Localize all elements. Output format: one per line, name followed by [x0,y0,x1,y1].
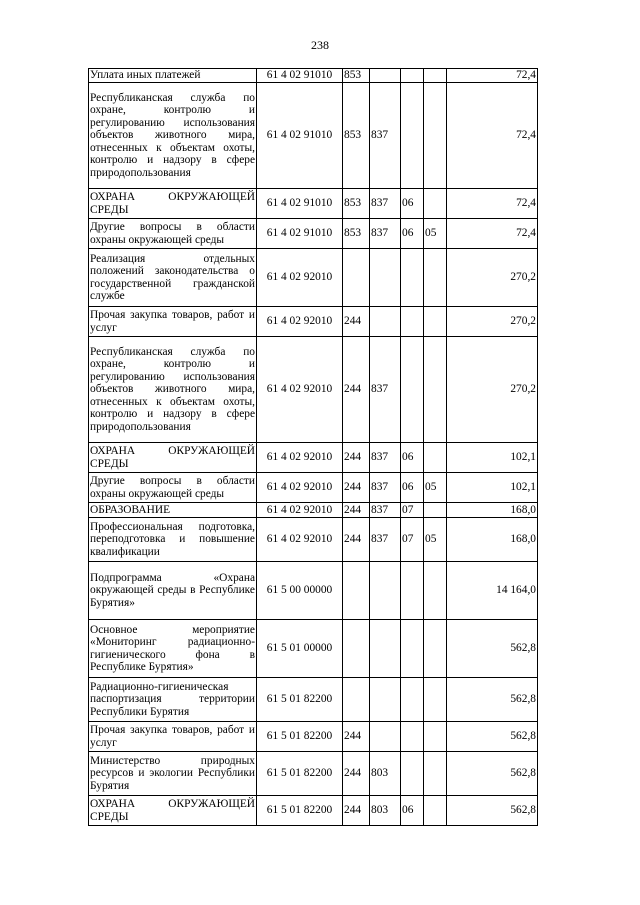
cell-amount: 72,4 [447,69,538,83]
table-row [89,307,538,337]
table-row [89,189,538,219]
cell-name: ОХРАНА ОКРУЖАЮЩЕЙ СРЕДЫ [89,443,257,473]
cell-name: Республиканская служба по охране, контролю и регулированию использования объектов животного мира, отнесенных к объектам охоты, контролю и надзору в сфере природопользования [89,83,257,189]
cell-target-article: 61 4 02 91010 [257,189,343,219]
cell-amount: 168,0 [447,518,538,562]
cell-ministry-code [370,562,401,620]
table-row [89,219,538,249]
cell-ministry-code [370,249,401,307]
cell-expense-type: 244 [343,337,370,443]
cell-amount: 270,2 [447,337,538,443]
table-row [89,249,538,307]
cell-subsection [424,69,447,83]
cell-section [401,678,424,722]
cell-target-article: 61 5 01 82200 [257,796,343,826]
cell-expense-type [343,620,370,678]
cell-expense-type [343,562,370,620]
table-row [89,752,538,796]
table-row [89,443,538,473]
cell-name: Реализация отдельных положений законодательства о государственной гражданской службе [89,249,257,307]
cell-target-article: 61 5 01 82200 [257,678,343,722]
cell-ministry-code: 803 [370,796,401,826]
cell-subsection [424,796,447,826]
cell-expense-type [343,249,370,307]
table-row [89,722,538,752]
cell-name: Другие вопросы в области охраны окружающей среды [89,473,257,503]
cell-name: Министерство природных ресурсов и экологии Республики Бурятия [89,752,257,796]
cell-target-article: 61 5 01 82200 [257,722,343,752]
cell-ministry-code: 837 [370,473,401,503]
cell-section [401,722,424,752]
cell-amount: 562,8 [447,722,538,752]
cell-name: Профессиональная подготовка, переподготовка и повышение квалификации [89,518,257,562]
cell-name: ОХРАНА ОКРУЖАЮЩЕЙ СРЕДЫ [89,189,257,219]
cell-amount: 562,8 [447,752,538,796]
cell-name: Республиканская служба по охране, контролю и регулированию использования объектов животного мира, отнесенных к объектам охоты, контролю и надзору в сфере природопользования [89,337,257,443]
cell-ministry-code [370,307,401,337]
cell-amount: 270,2 [447,307,538,337]
cell-expense-type: 244 [343,518,370,562]
cell-name: ОБРАЗОВАНИЕ [89,503,257,518]
cell-ministry-code: 837 [370,443,401,473]
cell-subsection [424,249,447,307]
cell-ministry-code: 837 [370,503,401,518]
cell-expense-type: 853 [343,69,370,83]
cell-section: 06 [401,443,424,473]
table-row [89,620,538,678]
cell-name: Уплата иных платежей [89,69,257,83]
cell-name: Основное мероприятие «Мониторинг радиационно-гигиенического фона в Республике Бурятия» [89,620,257,678]
cell-expense-type: 244 [343,443,370,473]
cell-section [401,249,424,307]
cell-amount: 562,8 [447,796,538,826]
cell-expense-type: 244 [343,752,370,796]
cell-amount: 72,4 [447,219,538,249]
cell-section: 06 [401,219,424,249]
table-row [89,473,538,503]
cell-expense-type: 244 [343,307,370,337]
cell-section: 06 [401,189,424,219]
table-row [89,796,538,826]
cell-target-article: 61 4 02 92010 [257,503,343,518]
cell-amount: 14 164,0 [447,562,538,620]
table-row [89,337,538,443]
cell-target-article: 61 4 02 91010 [257,83,343,189]
cell-target-article: 61 5 00 00000 [257,562,343,620]
cell-amount: 168,0 [447,503,538,518]
cell-amount: 72,4 [447,189,538,219]
cell-ministry-code: 803 [370,752,401,796]
cell-amount: 270,2 [447,249,538,307]
cell-target-article: 61 4 02 91010 [257,69,343,83]
cell-target-article: 61 4 02 92010 [257,443,343,473]
cell-section: 06 [401,796,424,826]
cell-expense-type: 853 [343,189,370,219]
cell-subsection: 05 [424,219,447,249]
cell-subsection [424,722,447,752]
cell-ministry-code [370,620,401,678]
cell-section [401,752,424,796]
table-row [89,83,538,189]
cell-name: Прочая закупка товаров, работ и услуг [89,722,257,752]
cell-subsection [424,337,447,443]
cell-expense-type: 244 [343,796,370,826]
cell-subsection [424,189,447,219]
cell-subsection [424,678,447,722]
cell-target-article: 61 5 01 82200 [257,752,343,796]
cell-name: ОХРАНА ОКРУЖАЮЩЕЙ СРЕДЫ [89,796,257,826]
table-row [89,503,538,518]
cell-subsection [424,752,447,796]
cell-target-article: 61 4 02 91010 [257,219,343,249]
cell-subsection [424,620,447,678]
cell-section: 07 [401,518,424,562]
cell-ministry-code [370,678,401,722]
cell-amount: 562,8 [447,678,538,722]
cell-name: Подпрограмма «Охрана окружающей среды в Республике Бурятия» [89,562,257,620]
cell-ministry-code: 837 [370,337,401,443]
cell-section [401,83,424,189]
cell-amount: 102,1 [447,443,538,473]
cell-amount: 72,4 [447,83,538,189]
cell-amount: 562,8 [447,620,538,678]
cell-expense-type: 244 [343,473,370,503]
cell-ministry-code: 837 [370,83,401,189]
cell-expense-type: 853 [343,83,370,189]
cell-amount: 102,1 [447,473,538,503]
cell-subsection [424,443,447,473]
cell-name: Прочая закупка товаров, работ и услуг [89,307,257,337]
budget-table [88,68,538,826]
cell-ministry-code [370,69,401,83]
cell-target-article: 61 5 01 00000 [257,620,343,678]
cell-ministry-code [370,722,401,752]
cell-target-article: 61 4 02 92010 [257,249,343,307]
cell-expense-type [343,678,370,722]
cell-target-article: 61 4 02 92010 [257,473,343,503]
cell-ministry-code: 837 [370,189,401,219]
cell-section [401,620,424,678]
table-body [89,69,538,826]
cell-section [401,337,424,443]
cell-expense-type: 853 [343,219,370,249]
table-row [89,562,538,620]
cell-section: 06 [401,473,424,503]
table-row [89,69,538,83]
cell-subsection [424,83,447,189]
cell-subsection [424,562,447,620]
cell-section [401,69,424,83]
cell-section [401,562,424,620]
cell-name: Радиационно-гигиеническая паспортизация территории Республики Бурятия [89,678,257,722]
cell-expense-type: 244 [343,503,370,518]
cell-section [401,307,424,337]
cell-subsection [424,503,447,518]
cell-target-article: 61 4 02 92010 [257,337,343,443]
cell-section: 07 [401,503,424,518]
table-row [89,678,538,722]
cell-target-article: 61 4 02 92010 [257,518,343,562]
cell-ministry-code: 837 [370,219,401,249]
cell-subsection: 05 [424,473,447,503]
cell-name: Другие вопросы в области охраны окружающей среды [89,219,257,249]
cell-subsection: 05 [424,518,447,562]
cell-expense-type: 244 [343,722,370,752]
cell-subsection [424,307,447,337]
cell-ministry-code: 837 [370,518,401,562]
page-number: 238 [311,38,329,52]
cell-target-article: 61 4 02 92010 [257,307,343,337]
table-row [89,518,538,562]
